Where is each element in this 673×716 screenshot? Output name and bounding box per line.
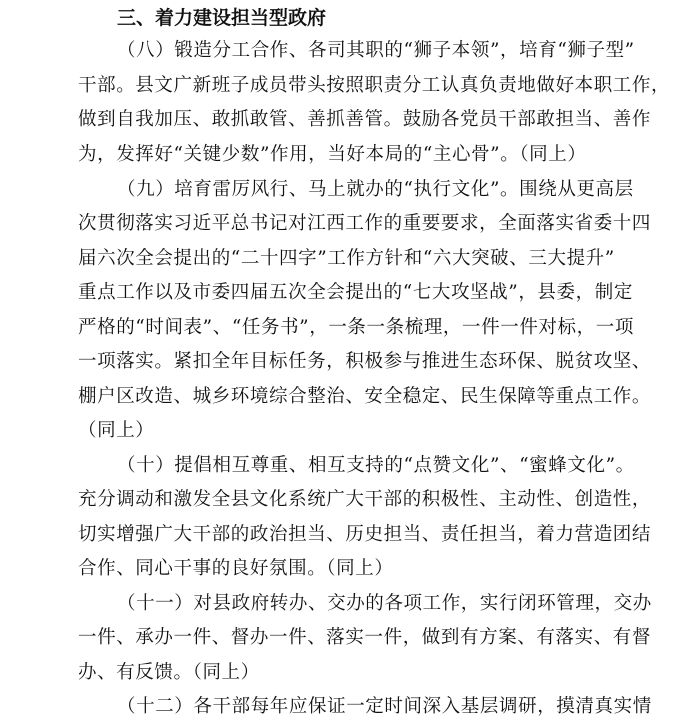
paragraph-line: （十一）对县政府转办、交办的各项工作，实行闭环管理，交办 [117, 593, 652, 614]
paragraph-line: 一件、承办一件、督办一件、落实一件，做到有方案、有落实、有督 [78, 627, 652, 648]
paragraph-line: 为，发挥好“关键少数”作用，当好本局的“主心骨”。（同上） [78, 144, 587, 165]
paragraph-line: 切实增强广大干部的政治担当、历史担当、责任担当，着力营造团结 [78, 524, 652, 545]
section-heading: 三、着力建设担当型政府 [117, 7, 327, 29]
paragraph-line: 一项落实。紧扣全年目标任务，积极参与推进生态环保、脱贫攻坚、 [78, 351, 652, 372]
paragraph-line: 棚户区改造、城乡环境综合整治、安全稳定、民生保障等重点工作。 [78, 386, 652, 407]
paragraph-line: 充分调动和激发全县文化系统广大干部的积极性、主动性、创造性， [78, 489, 652, 510]
paragraph-line: 重点工作以及市委四届五次全会提出的“七大攻坚战”，县委，制定 [78, 282, 633, 303]
paragraph-line: 办、有反馈。（同上） [78, 662, 260, 683]
paragraph-line: 合作、同心干事的良好氛围。（同上） [78, 558, 394, 579]
paragraph-line: （八）锻造分工合作、各司其职的“狮子本领”，培育“狮子型” [117, 40, 635, 61]
paragraph-line: 次贯彻落实习近平总书记对江西工作的重要要求，全面落实省委十四 [78, 213, 652, 234]
paragraph-line: （十二）各干部每年应保证一定时间深入基层调研，摸清真实情 [117, 696, 652, 716]
paragraph-line: （九）培育雷厉风行、马上就办的“执行文化”。围绕从更高层 [117, 179, 634, 200]
paragraph-line: （十）提倡相互尊重、相互支持的“点赞文化”、“蜜蜂文化”。 [117, 455, 635, 476]
paragraph-line: 干部。县文广新班子成员带头按照职责分工认真负责地做好本职工作， [78, 75, 671, 96]
paragraph-line: 严格的“时间表”、“任务书”，一条一条梳理，一件一件对标，一项 [78, 317, 634, 338]
paragraph-line: （同上） [78, 420, 155, 441]
paragraph-line: 做到自我加压、敢抓敢管、善抓善管。鼓励各党员干部敢担当、善作 [78, 109, 652, 130]
paragraph-line: 届六次全会提出的“二十四字”工作方针和“六大突破、三大提升” [78, 248, 615, 269]
